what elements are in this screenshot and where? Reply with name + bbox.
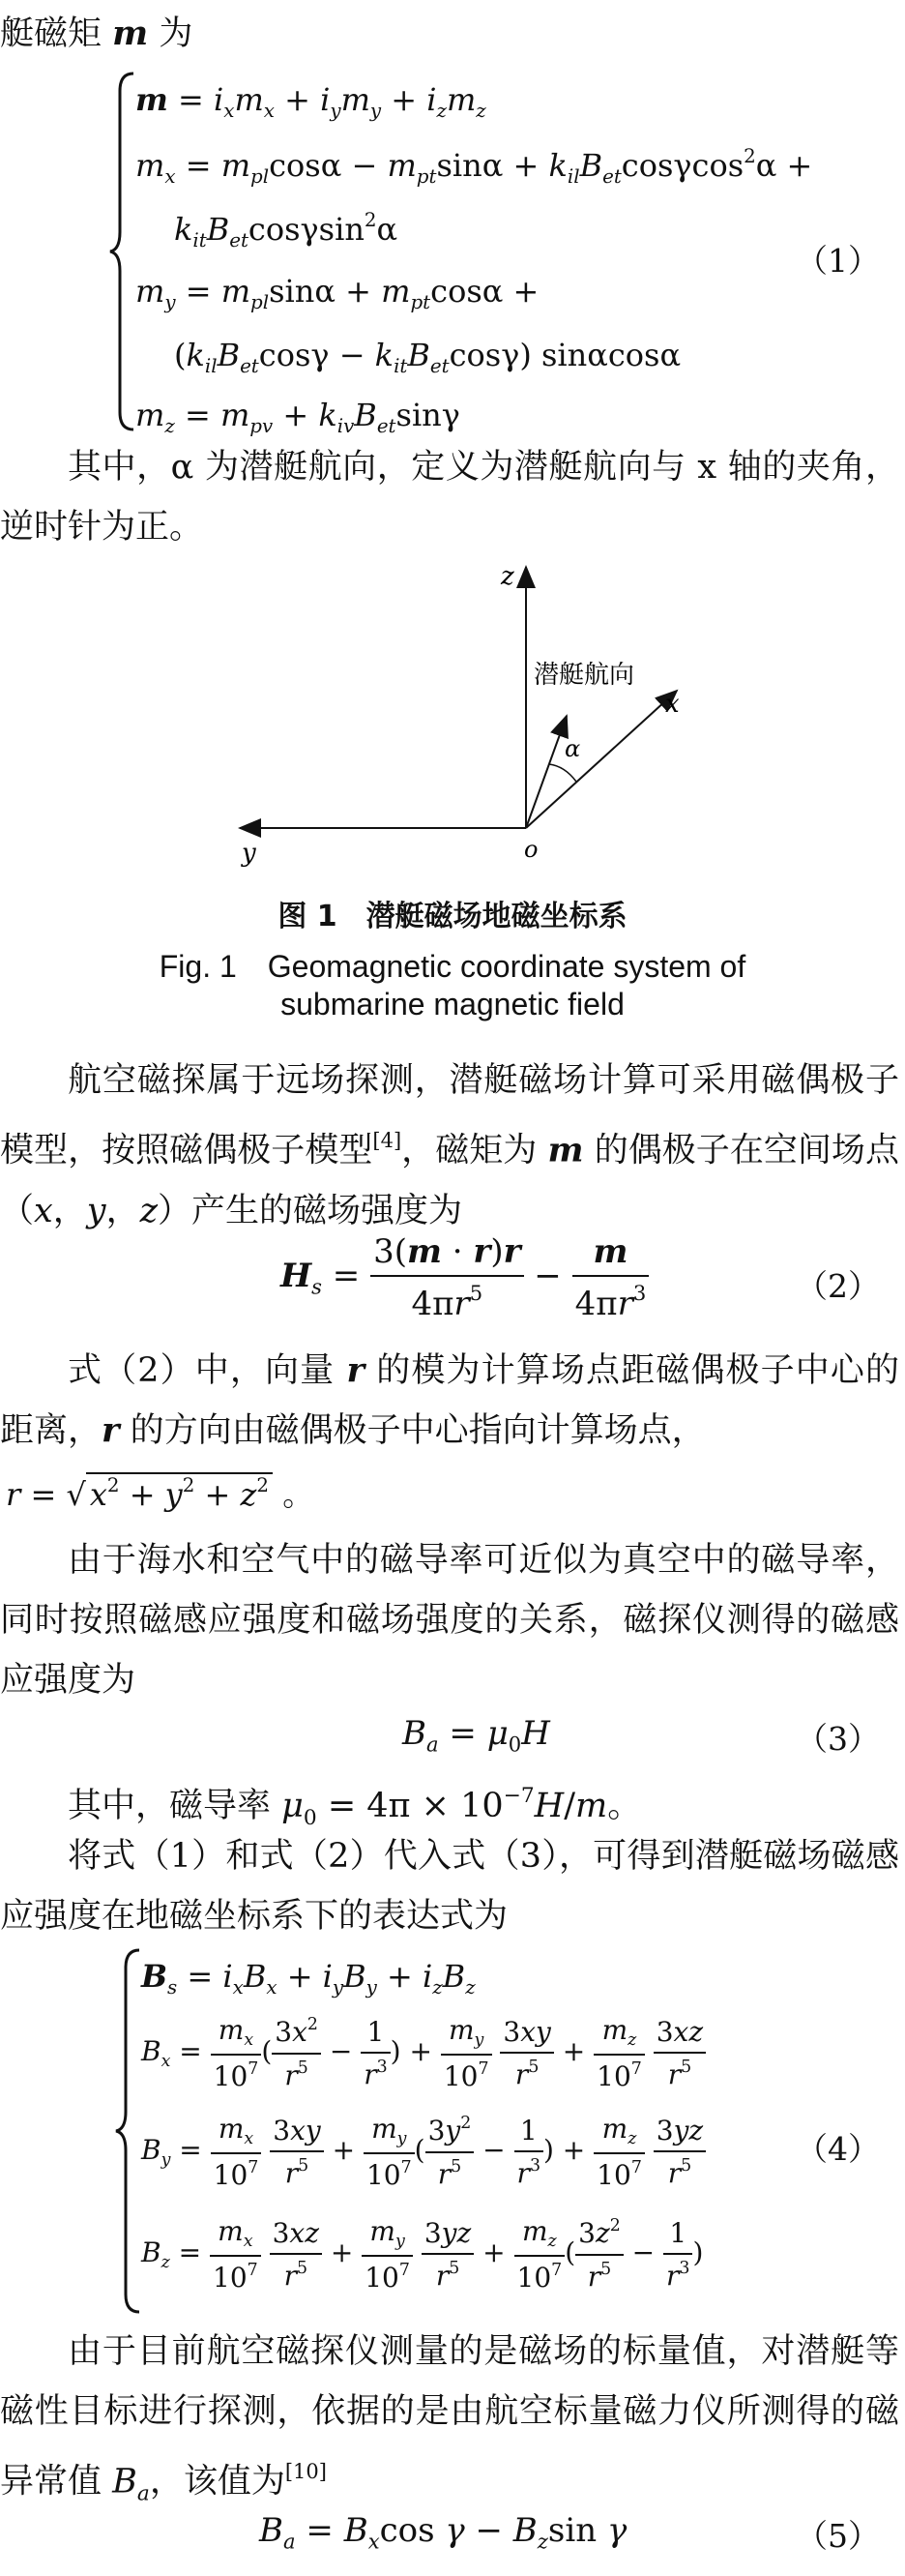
eq5-body: $B_a = B_x\cos$ $\gamma - B_z\sin$ γ xyxy=(259,2511,628,2554)
eq1-line6: $m_z = m_{pv} + k_{iv}B_{et}\sin\gamma$ xyxy=(135,397,460,437)
eq3-body: $B_a = \mu_0H$ xyxy=(402,1714,550,1757)
eq4-by: $B_y$ = $\frac{m_x}{10^7}$ $\frac{3xy}{r^5}$ + $\frac{m_y}{10^7}$ ( $\frac{3y^2}{r^5}$ − $\frac{1}{r^3}$ ) + $\frac{m_z}{10^7}$ $\frac{3yz}{r^5}$ xyxy=(141,2113,706,2191)
label-x: x xyxy=(665,690,680,719)
intro-line xyxy=(0,4,899,64)
para3-formula: r = √ $x^2 + y^2 + z^2$ 。 xyxy=(6,1470,313,1515)
paragraph-1: 其中，α 为潜艇航向，定义为潜艇航向与 x 轴的夹角，逆时针为正。 xyxy=(0,448,899,547)
paragraph-6: 将式（1）和式（2）代入式（3），可得到潜艇磁场磁感应强度在地磁坐标系下的表达式为 xyxy=(0,1837,899,1936)
eq1-line5: $(k_{il}B_{et}\cos\gamma - k_{it}B_{et}\cos\gamma)$ sinαcosα xyxy=(174,337,682,377)
eq2-frac-2: $\frac{m}{4\pi r^3}$ xyxy=(572,1232,650,1323)
eq4-brace xyxy=(114,1944,143,2318)
paragraph-5: 其中，磁导率 $\mu_0 = 4\pi \times 10^{-7}H/m$。 xyxy=(68,1784,642,1830)
equation-1 xyxy=(0,68,905,435)
x-axis xyxy=(526,691,677,828)
equation-5 xyxy=(0,2507,905,2556)
label-y: y xyxy=(242,839,256,868)
label-heading: 潜艇航向 xyxy=(534,661,635,690)
eq1-brace xyxy=(108,68,137,435)
label-o: o xyxy=(524,836,539,863)
eq4-number: （4） xyxy=(796,2130,880,2168)
label-z: z xyxy=(501,562,514,591)
alpha-arc xyxy=(549,764,576,782)
intro-text: 艇磁矩 m 为 xyxy=(0,14,193,53)
eq2-body: $H_s$ = $\frac{3(m \cdot r)r}{4\pi r^5}$ − $\frac{m}{4\pi r^3}$ xyxy=(280,1232,649,1323)
coordinate-diagram xyxy=(0,548,905,876)
figure-1 xyxy=(0,548,905,876)
eq3-number: （3） xyxy=(796,1720,880,1758)
eq1-line2: $m_x = m_{pl}\cos\alpha - m_{pt}\sin\alpha + k_{il}B_{et}\cos\gamma\cos^2\alpha$ + xyxy=(135,145,813,188)
eq1-line4: $m_y = m_{pl}\sin\alpha + m_{pt}\cos\alpha$ + xyxy=(135,273,540,313)
eq1-number: （1） xyxy=(796,242,880,280)
paragraph-7: 由于目前航空磁探仪测量的是磁场的标量值，对潜艇等磁性目标进行探测，依据的是由航空标量磁力仪所测得的磁异常值 $B_a$，该值为[10] xyxy=(0,2332,899,2506)
equation-4 xyxy=(0,1944,905,2318)
eq4-bx: $B_x$ = $\frac{m_x}{10^7}$ ( $\frac{3x^2}{r^5}$ − $\frac{1}{r^3}$ ) + $\frac{m_y}{10^7}$ $\frac{3xy}{r^5}$ + $\frac{m_z}{10^7}$ $\frac{3xz}{r^5}$ xyxy=(141,2014,706,2092)
eq2-number: （2） xyxy=(796,1267,880,1305)
figure-caption-en-2: submarine magnetic field xyxy=(280,987,625,1022)
eq2-frac-1: $\frac{3(m \cdot r)r}{4\pi r^5}$ xyxy=(370,1232,523,1323)
heading-vector xyxy=(526,716,567,828)
eq1-line1: $m = i_xm_x + i_ym_y + i_zm_z$ xyxy=(135,81,486,122)
eq5-number: （5） xyxy=(796,2517,880,2555)
eq4-bz: $B_z$ = $\frac{m_x}{10^7}$ $\frac{3xz}{r^5}$ + $\frac{m_y}{10^7}$ $\frac{3yz}{r^5}$ + $\frac{m_z}{10^7}$ ( $\frac{3z^2}{r^5}$ − $\frac{1}{r^3}$ ) xyxy=(141,2215,704,2295)
equation-3 xyxy=(0,1708,905,1757)
figure-caption-en-1: Fig. 1 Geomagnetic coordinate system of xyxy=(159,949,746,984)
eq1-line3: $k_{it}B_{et}\cos\gamma\sin^2\alpha$ xyxy=(174,209,398,252)
paragraph-3: 式（2）中，向量 r 的模为计算场点距磁偶极子中心的距离，r 的方向由磁偶极子中心指向计算场点， xyxy=(0,1350,899,1450)
eq4-line1: $B_s = i_xB_x + i_yB_y + i_zB_z$ xyxy=(141,1958,476,1999)
equation-2 xyxy=(0,1223,905,1329)
paragraph-4: 由于海水和空气中的磁导率可近似为真空中的磁导率，同时按照磁感应强度和磁场强度的关系，磁探仪测得的磁感应强度为 xyxy=(0,1541,899,1700)
label-alpha: α xyxy=(565,735,581,762)
figure-caption-cn: 图 1 潜艇磁场地磁坐标系 xyxy=(277,900,628,933)
paragraph-2: 航空磁探属于远场探测，潜艇磁场计算可采用磁偶极子模型，按照磁偶极子模型[4]，磁矩为 m 的偶极子在空间场点（x，y，z）产生的磁场强度为 xyxy=(0,1061,899,1230)
